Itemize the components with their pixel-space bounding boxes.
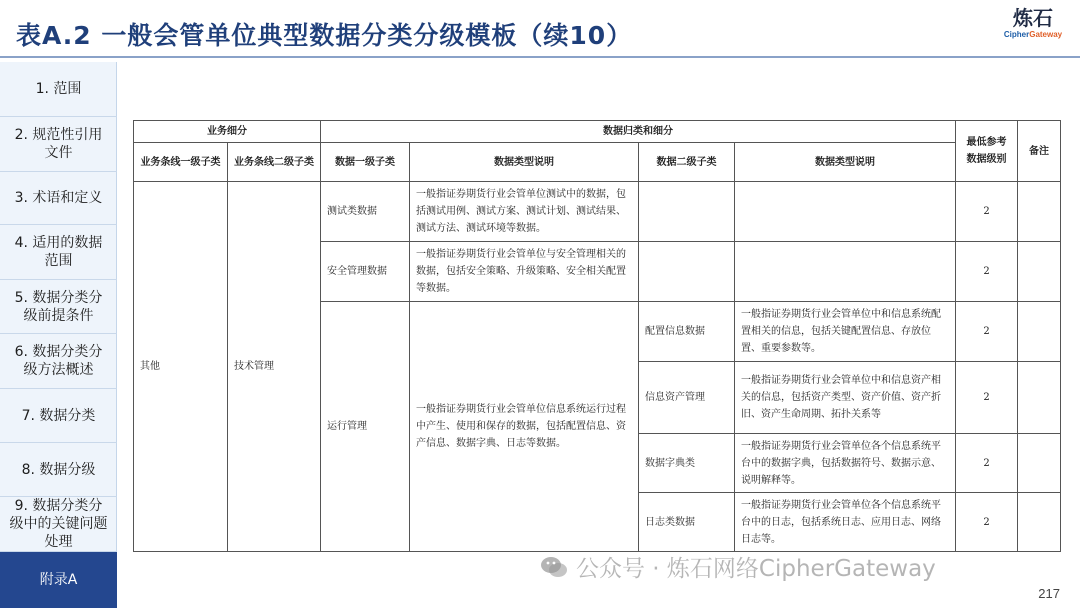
watermark bbox=[540, 550, 936, 583]
header-divider bbox=[0, 56, 1080, 58]
cell-test-name: 测试类数据 bbox=[321, 182, 410, 242]
sidebar-item-key-issues[interactable]: 9. 数据分类分级中的关键问题处理 bbox=[0, 497, 117, 552]
sidebar-item-scope[interactable]: 1. 范围 bbox=[0, 62, 117, 117]
cell-empty bbox=[1018, 302, 1061, 362]
header-min-level: 最低参考数据级别 bbox=[956, 121, 1018, 182]
header-data-l2: 数据二级子类 bbox=[639, 143, 735, 182]
sidebar-item-classification[interactable]: 7. 数据分类 bbox=[0, 389, 117, 443]
logo-cn-text: 炼石 bbox=[1013, 6, 1053, 30]
cell-log-desc: 一般指证券期货行业会管单位各个信息系统平台中的日志，包括系统日志、应用日志、网络日志等。 bbox=[735, 493, 956, 552]
cell-empty bbox=[1018, 362, 1061, 434]
cell-ops-desc: 一般指证券期货行业会管单位信息系统运行过程中产生、使用和保存的数据，包括配置信息、资产信息、数据字典、日志等数据。 bbox=[410, 302, 639, 552]
cell-security-desc: 一般指证券期货行业会管单位与安全管理相关的数据，包括安全策略、升级策略、安全相关配置等数据。 bbox=[410, 242, 639, 302]
cell-log-level: 2 bbox=[956, 493, 1018, 552]
cell-ops-name: 运行管理 bbox=[321, 302, 410, 552]
header-biz-line-l1: 业务条线一级子类 bbox=[134, 143, 228, 182]
header-data-l1: 数据一级子类 bbox=[321, 143, 410, 182]
cell-log-name: 日志类数据 bbox=[639, 493, 735, 552]
page-title: 表A.2 一般会管单位典型数据分类分级模板（续10） bbox=[16, 21, 633, 50]
cell-test-desc: 一般指证券期货行业会管单位测试中的数据，包括测试用例、测试方案、测试计划、测试结果、测试方法、测试环境等数据。 bbox=[410, 182, 639, 242]
cell-security-level: 2 bbox=[956, 242, 1018, 302]
sidebar-item-preconditions[interactable]: 5. 数据分类分级前提条件 bbox=[0, 280, 117, 334]
header-biz-line-l2: 业务条线二级子类 bbox=[228, 143, 321, 182]
sidebar-item-data-scope[interactable]: 4. 适用的数据范围 bbox=[0, 225, 117, 280]
watermark-text: 公众号 · 炼石网络CipherGateway bbox=[576, 556, 936, 582]
page-number: 217 bbox=[1038, 586, 1060, 601]
classification-table bbox=[133, 120, 1061, 552]
sidebar-item-appendix-a[interactable]: 附录A bbox=[0, 552, 117, 608]
sidebar-item-grading[interactable]: 8. 数据分级 bbox=[0, 443, 117, 497]
wechat-icon bbox=[540, 555, 568, 579]
cell-empty bbox=[1018, 242, 1061, 302]
header-remarks: 备注 bbox=[1018, 121, 1061, 182]
cell-empty bbox=[639, 242, 735, 302]
sidebar-nav bbox=[0, 62, 117, 608]
cell-config-level: 2 bbox=[956, 302, 1018, 362]
cell-test-level: 2 bbox=[956, 182, 1018, 242]
sidebar-item-method-overview[interactable]: 6. 数据分类分级方法概述 bbox=[0, 334, 117, 389]
cell-empty bbox=[735, 182, 956, 242]
cell-empty bbox=[639, 182, 735, 242]
cell-empty bbox=[1018, 182, 1061, 242]
cell-biz-l2: 技术管理 bbox=[228, 182, 321, 552]
cell-asset-level: 2 bbox=[956, 362, 1018, 434]
company-logo bbox=[998, 6, 1068, 40]
sidebar-item-normative-references[interactable]: 2. 规范性引用文件 bbox=[0, 117, 117, 172]
classification-table-container bbox=[133, 120, 1060, 550]
cell-config-name: 配置信息数据 bbox=[639, 302, 735, 362]
cell-dict-desc: 一般指证券期货行业会管单位各个信息系统平台中的数据字典，包括数据符号、数据示意、说明解释等。 bbox=[735, 434, 956, 493]
cell-empty bbox=[1018, 493, 1061, 552]
cell-config-desc: 一般指证券期货行业会管单位中和信息系统配置相关的信息，包括关键配置信息、存放位置、重要参数等。 bbox=[735, 302, 956, 362]
logo-en-text: CipherGateway bbox=[1003, 30, 1063, 39]
cell-asset-desc: 一般指证券期货行业会管单位中和信息资产相关的信息，包括资产类型、资产价值、资产折旧、资产生命周期、拓扑关系等 bbox=[735, 362, 956, 434]
cell-empty bbox=[735, 242, 956, 302]
sidebar-item-terms[interactable]: 3. 术语和定义 bbox=[0, 172, 117, 225]
header-type-desc-2: 数据类型说明 bbox=[735, 143, 956, 182]
header-business-subdivision: 业务细分 bbox=[134, 121, 321, 143]
cell-dict-name: 数据字典类 bbox=[639, 434, 735, 493]
header-data-classification: 数据归类和细分 bbox=[321, 121, 956, 143]
cell-biz-l1: 其他 bbox=[134, 182, 228, 552]
header-type-desc-1: 数据类型说明 bbox=[410, 143, 639, 182]
cell-dict-level: 2 bbox=[956, 434, 1018, 493]
cell-security-name: 安全管理数据 bbox=[321, 242, 410, 302]
cell-asset-name: 信息资产管理 bbox=[639, 362, 735, 434]
cell-empty bbox=[1018, 434, 1061, 493]
